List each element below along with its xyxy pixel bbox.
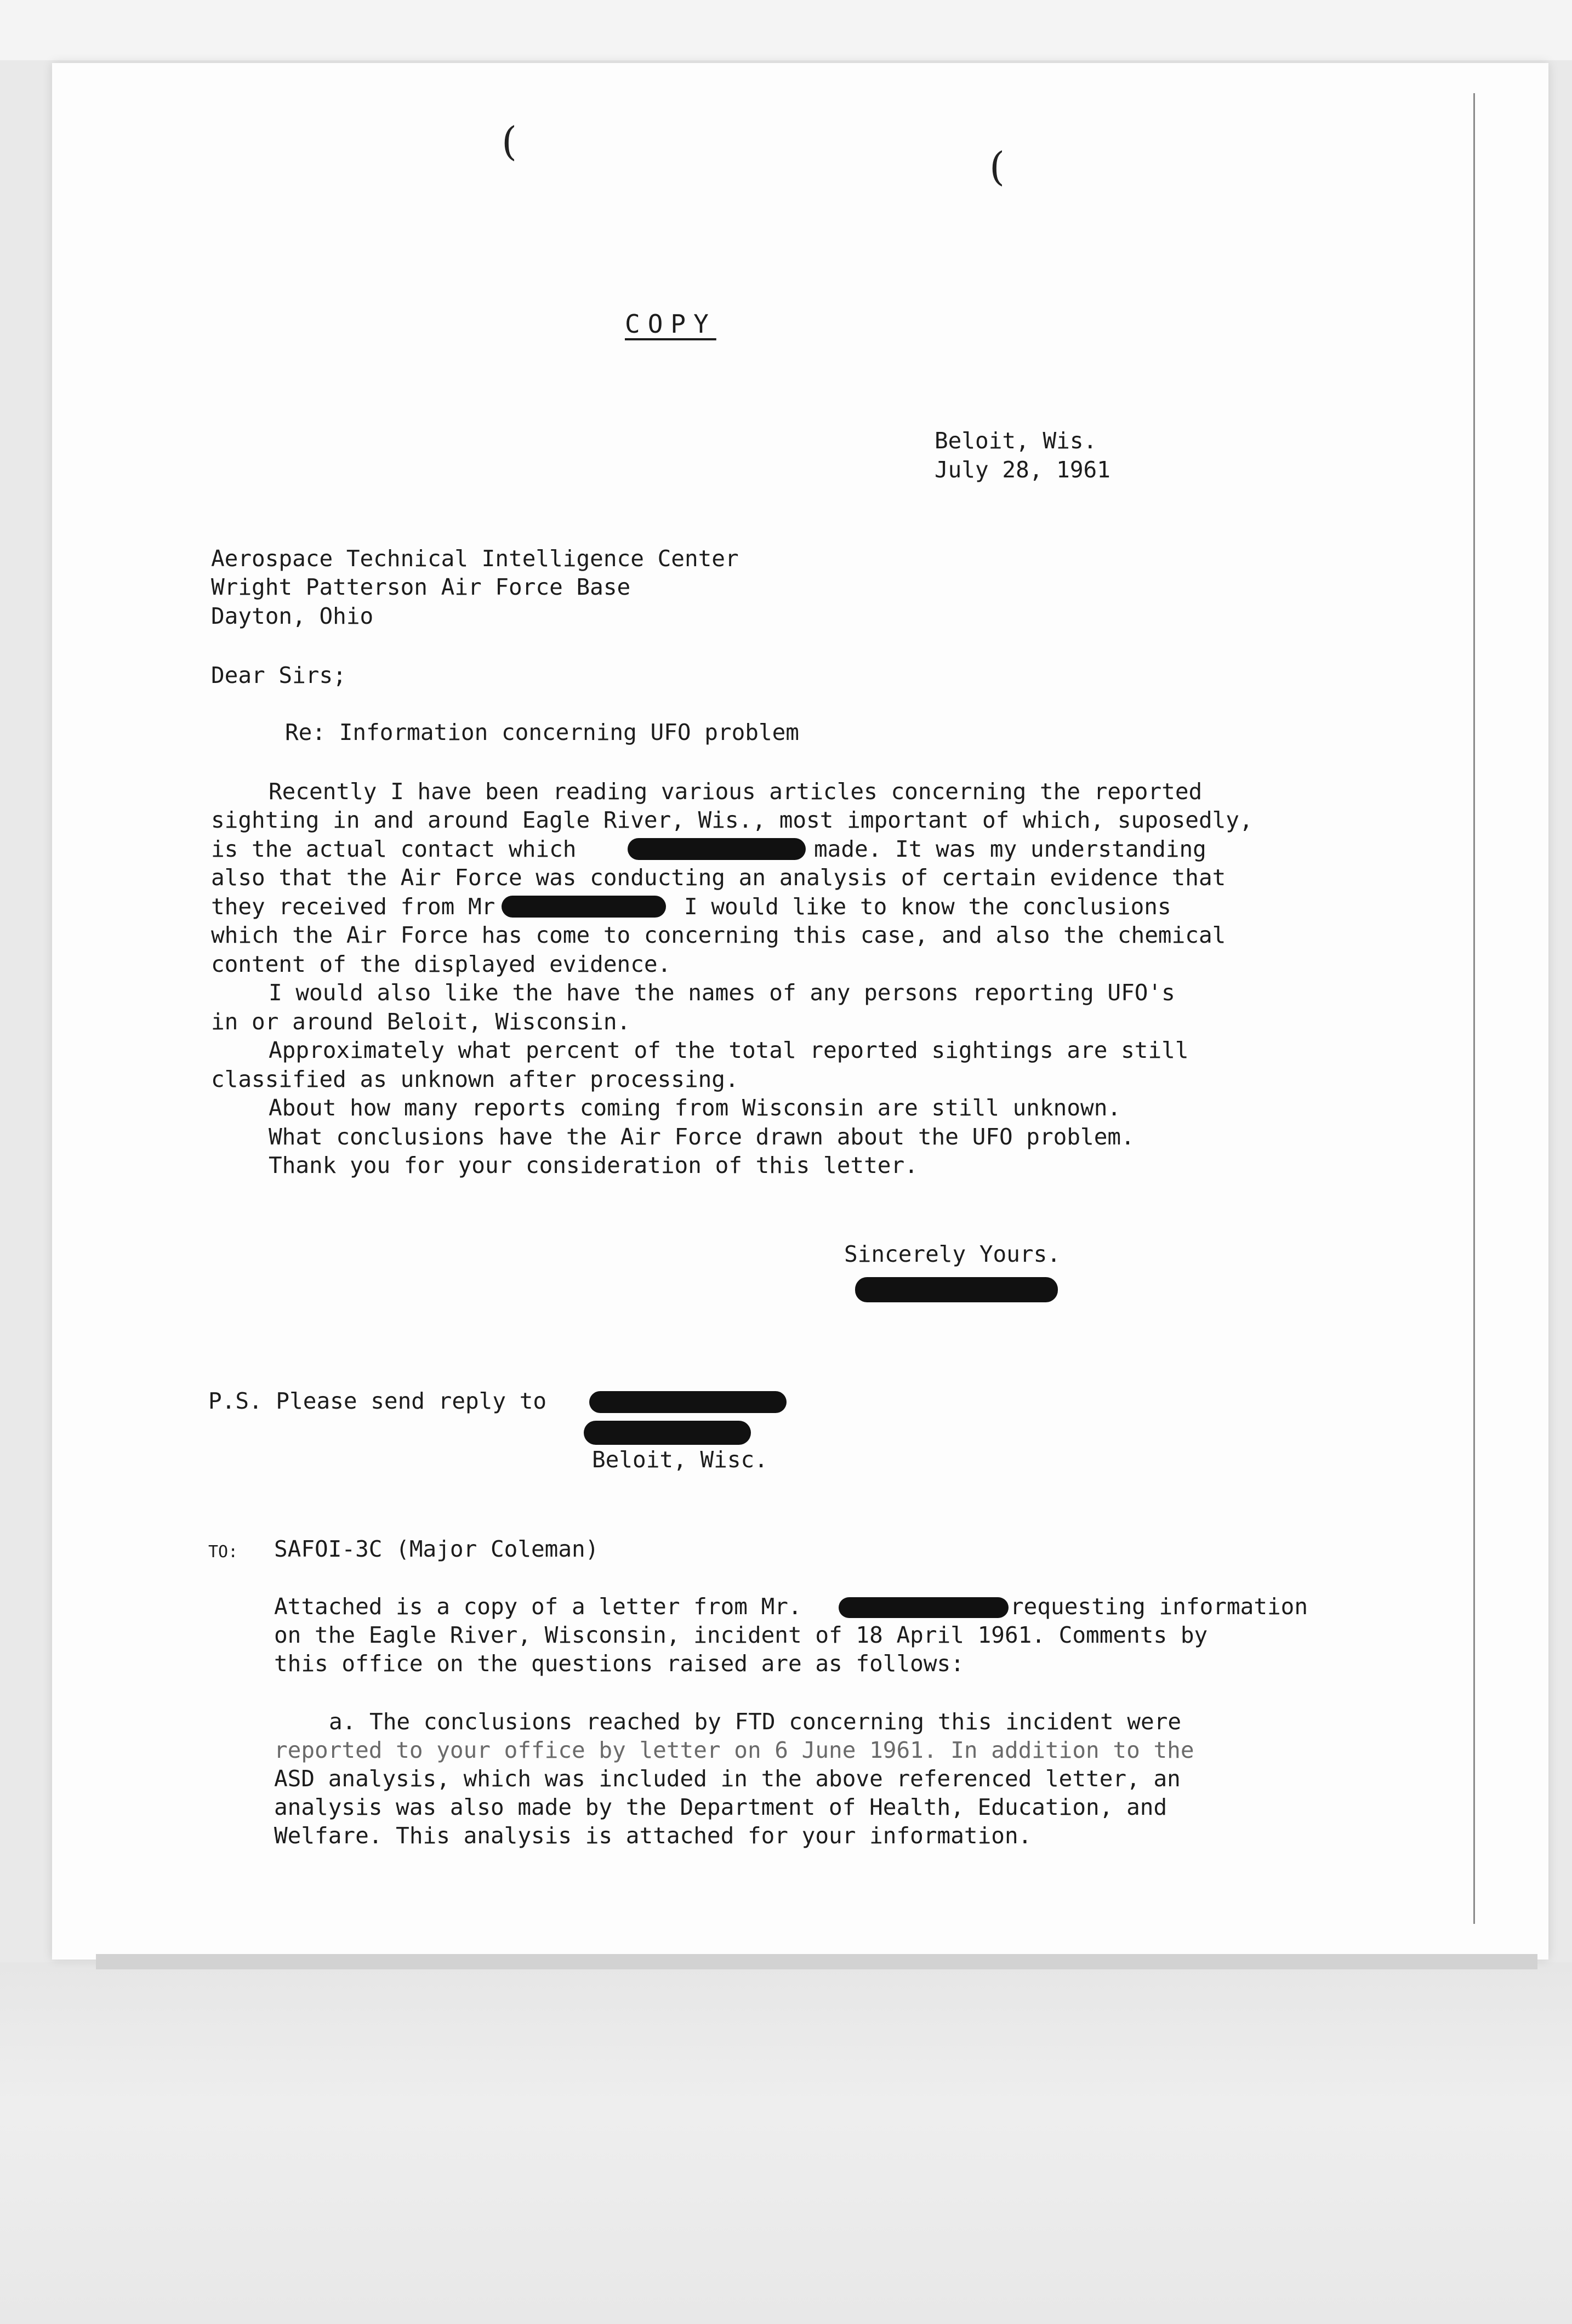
memo-item-line: analysis was also made by the Department of Health, Education, and	[274, 1794, 1167, 1820]
redaction-bar	[502, 896, 666, 918]
body-line: also that the Air Force was conducting an analysis of certain evidence that	[211, 864, 1226, 891]
subject-line: Re: Information concerning UFO problem	[285, 719, 799, 745]
redaction-bar	[589, 1391, 787, 1413]
right-margin-rule	[1473, 93, 1475, 1924]
body-line: they received from Mr	[211, 893, 495, 920]
scan-bottom-margin	[0, 1962, 1572, 2324]
body-line: About how many reports coming from Wisconsin are still unknown.	[269, 1095, 1121, 1121]
body-line: in or around Beloit, Wisconsin.	[211, 1009, 631, 1035]
body-line: made. It was my understanding	[814, 836, 1206, 862]
memo-to-label: TO:	[208, 1542, 238, 1562]
body-line: What conclusions have the Air Force drawn about the UFO problem.	[269, 1124, 1135, 1150]
letter-place: Beloit, Wis.	[935, 428, 1097, 454]
redacted-signature	[855, 1277, 1058, 1302]
body-line: is the actual contact which	[211, 836, 577, 862]
memo-item-line: Welfare. This analysis is attached for your information.	[274, 1822, 1032, 1849]
redaction-bar	[628, 838, 806, 860]
memo-item-line: a. The conclusions reached by FTD concerning this incident were	[329, 1708, 1182, 1735]
body-line: Recently I have been reading various articles concerning the reported	[269, 778, 1203, 805]
document-title: COPY	[625, 309, 716, 339]
closing: Sincerely Yours.	[844, 1241, 1061, 1267]
memo-line: Attached is a copy of a letter from Mr.	[274, 1593, 802, 1620]
scan-top-margin	[0, 0, 1572, 60]
body-line: which the Air Force has come to concerning this case, and also the chemical	[211, 922, 1226, 948]
memo-recipient: SAFOI-3C (Major Coleman)	[274, 1536, 599, 1562]
bracket-mark: (	[502, 118, 517, 164]
body-line: content of the displayed evidence.	[211, 951, 671, 977]
sheet-bottom-shadow	[96, 1954, 1537, 1969]
address-line: Dayton, Ohio	[211, 603, 374, 629]
body-line: I would like to know the conclusions	[684, 893, 1171, 920]
letter-date: July 28, 1961	[935, 457, 1110, 483]
body-line: sighting in and around Eagle River, Wis., most important of which, suposedly,	[211, 807, 1253, 833]
memo-line: requesting information	[1010, 1593, 1308, 1620]
postscript: P.S. Please send reply to	[208, 1388, 547, 1414]
redaction-bar	[839, 1597, 1009, 1618]
body-line: Thank you for your consideration of this letter.	[269, 1152, 918, 1178]
salutation: Dear Sirs;	[211, 662, 346, 688]
memo-line: this office on the questions raised are as follows:	[274, 1650, 964, 1677]
memo-item-line: reported to your office by letter on 6 June 1961. In addition to the	[274, 1737, 1194, 1763]
redaction-bar	[584, 1421, 751, 1445]
memo-line: on the Eagle River, Wisconsin, incident of 18 April 1961. Comments by	[274, 1622, 1208, 1648]
body-line: I would also like the have the names of any persons reporting UFO's	[269, 979, 1175, 1006]
postscript-city: Beloit, Wisc.	[592, 1446, 768, 1473]
memo-item-line: ASD analysis, which was included in the above referenced letter, an	[274, 1765, 1181, 1792]
address-line: Aerospace Technical Intelligence Center	[211, 545, 739, 572]
bracket-mark: (	[989, 144, 1005, 190]
body-line: classified as unknown after processing.	[211, 1066, 739, 1092]
body-line: Approximately what percent of the total reported sightings are still	[269, 1037, 1189, 1063]
address-line: Wright Patterson Air Force Base	[211, 574, 631, 600]
